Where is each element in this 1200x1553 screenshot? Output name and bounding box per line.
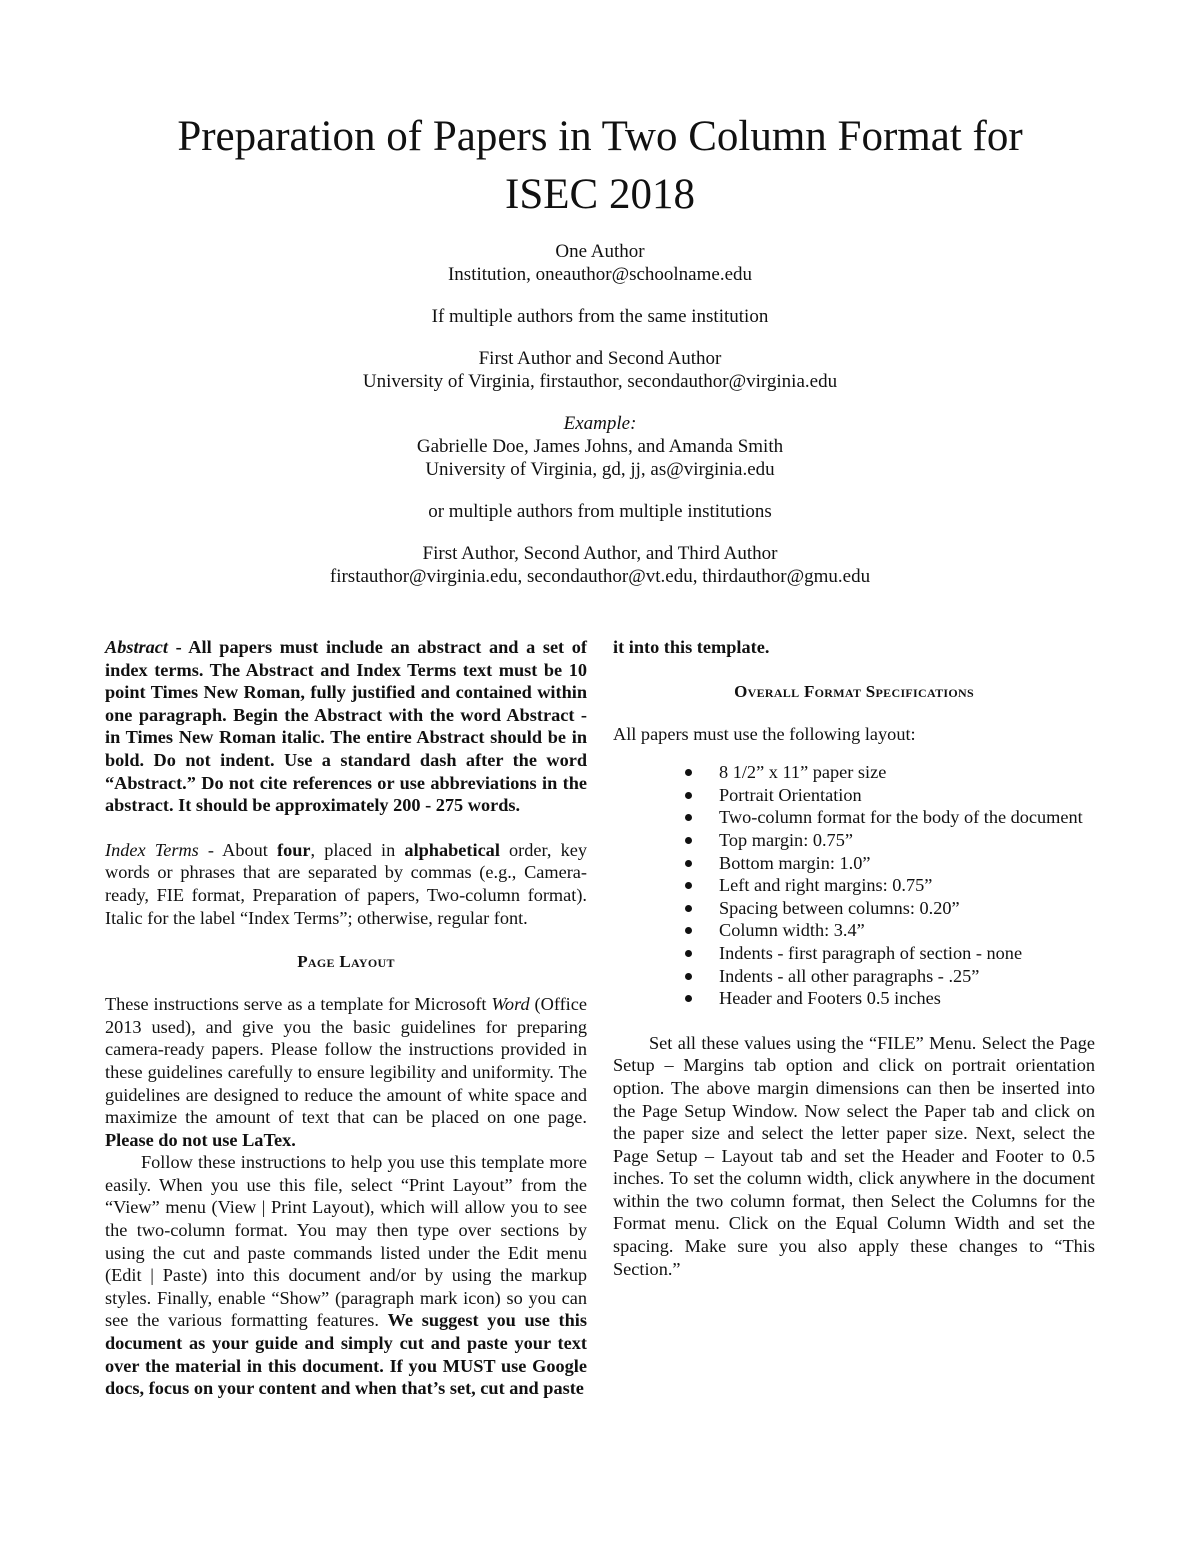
format-spec-item [719, 965, 1095, 988]
three-author-emails: firstauthor@virginia.edu, secondauthor@vt.edu, thirdauthor@gmu.edu [329, 566, 871, 587]
paper-title [0, 108, 1200, 224]
example-author-affiliation: University of Virginia, gd, jj, as@virginia.edu [425, 459, 775, 480]
multi-institution-note: or multiple authors from multiple institutions [428, 501, 772, 522]
format-spec-item [719, 942, 1095, 965]
title-line-1: Preparation of Papers in Two Column Format for [177, 113, 1023, 160]
page-layout-p1-text: These instructions serve as a template for Microsoft [105, 994, 492, 1015]
page-layout-p2-text: Follow these instructions to help you use this template more easily. When you use this file, select “Print Layout” from the “View” menu (View | Print Layout), which will allow you to see the two-column format. You may then type over sections by using the cut and paste commands listed under the Edit menu (Edit | Paste) into this document and/or by using the markup styles. Finally, enable “Show” (paragraph mark icon) so you can see the various formatting features. [105, 1152, 587, 1331]
index-terms-bold-1: four [276, 839, 311, 860]
abstract-label: Abstract [105, 637, 168, 657]
index-terms-paragraph [105, 839, 587, 929]
format-spec-item [719, 806, 1095, 829]
three-author-names: First Author, Second Author, and Third Author [422, 543, 778, 564]
multi-author-affiliation: University of Virginia, firstauthor, secondauthor@virginia.edu [362, 371, 838, 392]
format-spec-text: Spacing between columns: 0.20” [719, 897, 960, 918]
right-column [613, 636, 1095, 1280]
abstract-paragraph [105, 636, 587, 817]
format-spec-text: Top margin: 0.75” [719, 829, 853, 850]
format-spec-item [719, 784, 1095, 807]
index-terms-text-1: - About [198, 839, 277, 860]
page-layout-paragraph-1 [105, 993, 587, 1151]
format-spec-text: Column width: 3.4” [719, 920, 865, 941]
format-spec-text: Bottom margin: 1.0” [719, 852, 871, 873]
format-spec-item [719, 761, 1095, 784]
single-author-affiliation: Institution, oneauthor@schoolname.edu [447, 264, 753, 285]
page-layout-paragraph-2 [105, 1151, 587, 1400]
single-author-name: One Author [555, 241, 645, 262]
page-layout-p2-bold: We suggest you use this document as your guide and simply cut and paste your text over the material in this document. If you MUST use Google docs, focus on your content and when that’s set, cut and paste [105, 1310, 588, 1399]
format-spec-item [719, 919, 1095, 942]
format-spec-list [613, 761, 1095, 1010]
index-terms-text-2: , placed in [310, 839, 405, 860]
example-author-names: Gabrielle Doe, James Johns, and Amanda Smith [416, 436, 784, 457]
bullet-icon [685, 814, 692, 821]
format-spec-item [719, 874, 1095, 897]
single-author-group [0, 240, 1200, 286]
title-line-2: ISEC 2018 [505, 171, 695, 218]
page-layout-p2-continued: it into this template. [613, 637, 770, 657]
bullet-icon [685, 927, 692, 934]
format-spec-text: 8 1/2” x 11” paper size [719, 762, 887, 783]
example-label: Example: [563, 413, 637, 434]
overall-format-intro: All papers must use the following layout: [613, 723, 916, 744]
format-spec-text: Header and Footers 0.5 inches [719, 988, 941, 1009]
bullet-icon [685, 837, 692, 844]
format-spec-item [719, 852, 1095, 875]
bullet-icon [685, 792, 692, 799]
format-spec-text: Portrait Orientation [719, 784, 862, 805]
bullet-icon [685, 973, 692, 980]
abstract-text: - All papers must include an abstract and a set of index terms. The Abstract and Index Terms text must be 10 point Times New Roman, fully justified and contained within one paragraph. Begin the Abstract with the word Abstract - in Times New Roman italic. The entire Abstract should be in bold. Do not indent. Use a standard dash after the word “Abstract.” Do not cite references or use abbreviations in the abstract. It should be approximately 200 - 275 words. [105, 637, 587, 816]
same-institution-note: If multiple authors from the same institution [431, 306, 769, 327]
bullet-icon [685, 860, 692, 867]
format-instructions-paragraph: Set all these values using the “FILE” Menu. Select the Page Setup – Margins tab option and click on portrait orientation option. The above margin dimensions can then be inserted into the Page Setup Window. Now select the Paper tab and click on the paper size and select the letter paper size. Next, select the Page Setup – Layout tab and set the Header and Footer to 0.5 inches. To set the column width, click anywhere in the document within the two column format, then Select the Columns for the Format menu. Click on the Equal Column Width and set the spacing. Make sure you also apply these changes to “This Section.” [613, 1032, 1095, 1279]
left-column [105, 636, 587, 1400]
bullet-icon [685, 905, 692, 912]
three-author-group [0, 542, 1200, 588]
format-spec-text: Left and right margins: 0.75” [719, 875, 933, 896]
page-layout-p1-bold: Please do not use LaTex. [105, 1129, 296, 1150]
bullet-icon [685, 769, 692, 776]
bullet-icon [685, 950, 692, 957]
format-spec-item [719, 829, 1095, 852]
multi-author-names: First Author and Second Author [478, 348, 722, 369]
author-block [0, 240, 1200, 607]
bullet-icon [685, 882, 692, 889]
format-spec-text: Two-column format for the body of the document [719, 807, 1083, 828]
page-layout-p1-text-2: (Office 2013 used), and give you the basic guidelines for preparing camera-ready papers. Please follow the instructions provided in these guidelines carefully to ensure legibility and uniformity. The guidelines are designed to reduce the amount of white space and maximize the amount of text that can be placed on one page. [105, 994, 587, 1128]
page-layout-p1-word: Word [491, 994, 530, 1015]
bullet-icon [685, 995, 692, 1002]
format-spec-item [719, 897, 1095, 920]
index-terms-text-3: order, key words or phrases that are separated by commas (e.g., Camera-ready, FIE format, Preparation of papers, Two-column format). Italic for the label “Index Terms”; otherwise, regular font. [105, 839, 587, 928]
format-spec-text: Indents - all other paragraphs - .25” [719, 965, 980, 986]
overall-format-heading: Overall Format Specifications [734, 681, 974, 701]
multi-author-group [0, 347, 1200, 393]
format-spec-item [719, 987, 1095, 1010]
format-spec-text: Indents - first paragraph of section - none [719, 942, 1023, 963]
index-terms-label: Index Terms [105, 839, 199, 860]
example-author-group [0, 412, 1200, 481]
page-layout-heading: Page Layout [297, 952, 395, 972]
index-terms-bold-2: alphabetical [404, 839, 500, 860]
